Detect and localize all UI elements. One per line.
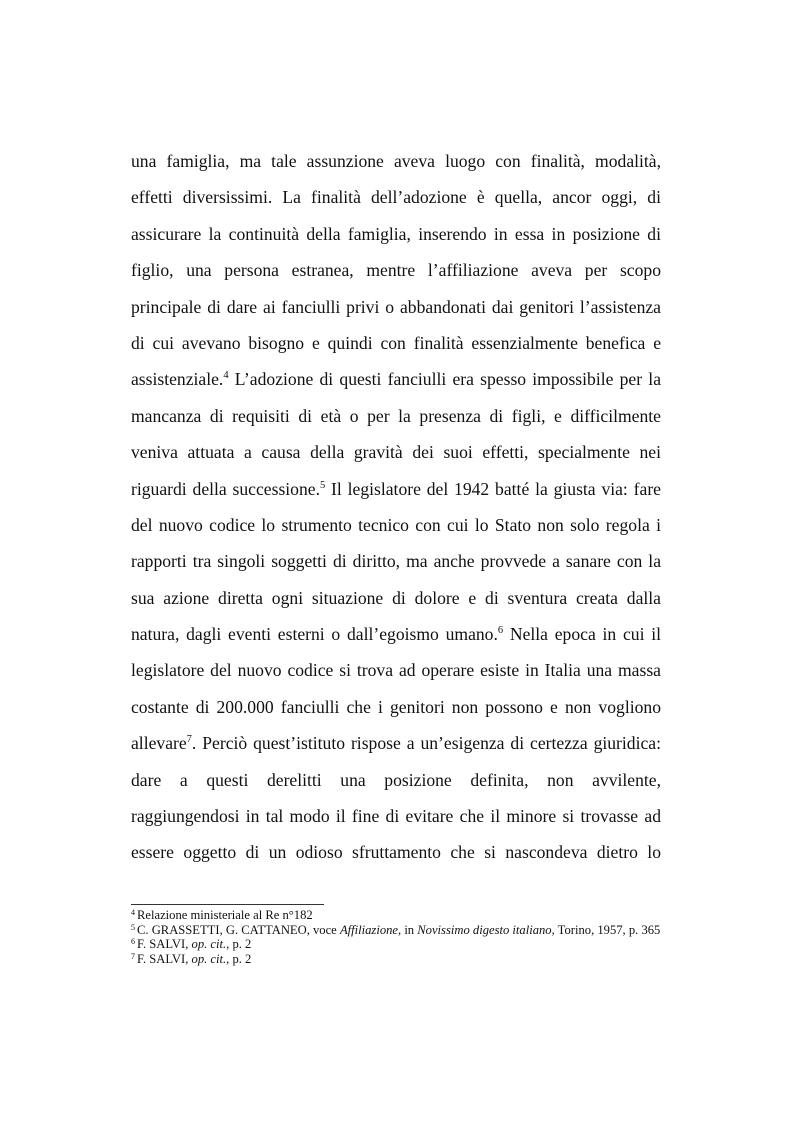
footnote-item: $^5$ C. GRASSETTI, G. CATTANEO, voce Affiliazione, in Novissimo digesto italiano, Torino, 1957, p. 365 — [131, 922, 661, 937]
text-line: legislatore del nuovo codice si trova ad operare esiste in Italia una massa — [131, 660, 661, 681]
text-line: costante di 200.000 fanciulli che i genitori non possono e non vogliono — [131, 696, 661, 717]
footnote-reference: 5 — [319, 479, 326, 491]
footnote-item: $^6$ F. SALVI, op. cit., p. 2 — [131, 937, 252, 952]
text-line: del nuovo codice lo strumento tecnico con cui lo Stato non solo regola i — [131, 514, 661, 535]
footnote-reference: 4 — [223, 370, 229, 382]
text-line: mancanza di requisiti di età o per la presenza di figli, e difficilmente — [131, 405, 661, 426]
text-line: principale di dare ai fanciulli privi o abbandonati dai genitori l’assistenza — [131, 296, 661, 317]
footnote-italic-text: Novissimo digesto italiano — [417, 922, 552, 937]
body-paragraph — [131, 143, 661, 871]
text-line: allevare$^7$. Perciò quest’istituto rispose a un’esigenza di certezza giuridica: — [131, 733, 661, 754]
text-line: figlio, una persona estranea, mentre l’affiliazione aveva per scopo — [131, 260, 661, 281]
text-line: una famiglia, ma tale assunzione aveva luogo con finalità, modalità, — [131, 151, 661, 171]
text-line: rapporti tra singoli soggetti di diritto, ma anche provvede a sanare con la — [131, 551, 661, 572]
footnote-reference: 7 — [186, 734, 192, 746]
footnote-italic-text: Affiliazione — [339, 922, 399, 937]
text-line: natura, dagli eventi esterni o dall’egoismo umano.$^6$ Nella epoca in cui il — [131, 624, 661, 645]
footnote-number: 5 — [131, 922, 135, 932]
footnote-number: 6 — [131, 937, 135, 947]
footnote-separator — [131, 904, 324, 905]
footnote-item: $^4$ Relazione ministeriale al Re n°182 — [131, 908, 313, 922]
footnote-italic-text: op. cit. — [191, 951, 227, 966]
footnote-italic-text: op. cit. — [191, 937, 227, 952]
text-line: di cui avevano bisogno e quindi con finalità essenzialmente benefica e — [131, 332, 661, 353]
text-line: riguardi della successione.$^5$ Il legislatore del 1942 batté la giusta via: fare — [131, 478, 661, 499]
text-line: sua azione diretta ogni situazione di dolore e di sventura creata dalla — [131, 587, 661, 608]
text-line: effetti diversissimi. La finalità dell’adozione è quella, ancor oggi, di — [131, 187, 661, 208]
text-line: assicurare la continuità della famiglia, inserendo in essa in posizione di — [131, 223, 661, 244]
text-line: dare a questi derelitti una posizione definita, non avvilente, — [131, 769, 661, 790]
footnote-number: 4 — [131, 908, 135, 917]
text-line: raggiungendosi in tal modo il fine di evitare che il minore si trovasse ad — [131, 806, 661, 827]
footnote-number: 7 — [131, 951, 135, 961]
footnote-reference: 6 — [497, 625, 504, 637]
text-line: assistenziale.$^4$ L’adozione di questi fanciulli era spesso impossibile per la — [131, 369, 661, 390]
text-line: veniva attuata a causa della gravità dei suoi effetti, specialmente nei — [131, 442, 661, 463]
footnote-item: $^7$ F. SALVI, op. cit., p. 2 — [131, 951, 252, 966]
text-line: essere oggetto di un odioso sfruttamento che si nascondeva dietro lo — [131, 842, 661, 863]
footnotes-section — [131, 908, 671, 966]
